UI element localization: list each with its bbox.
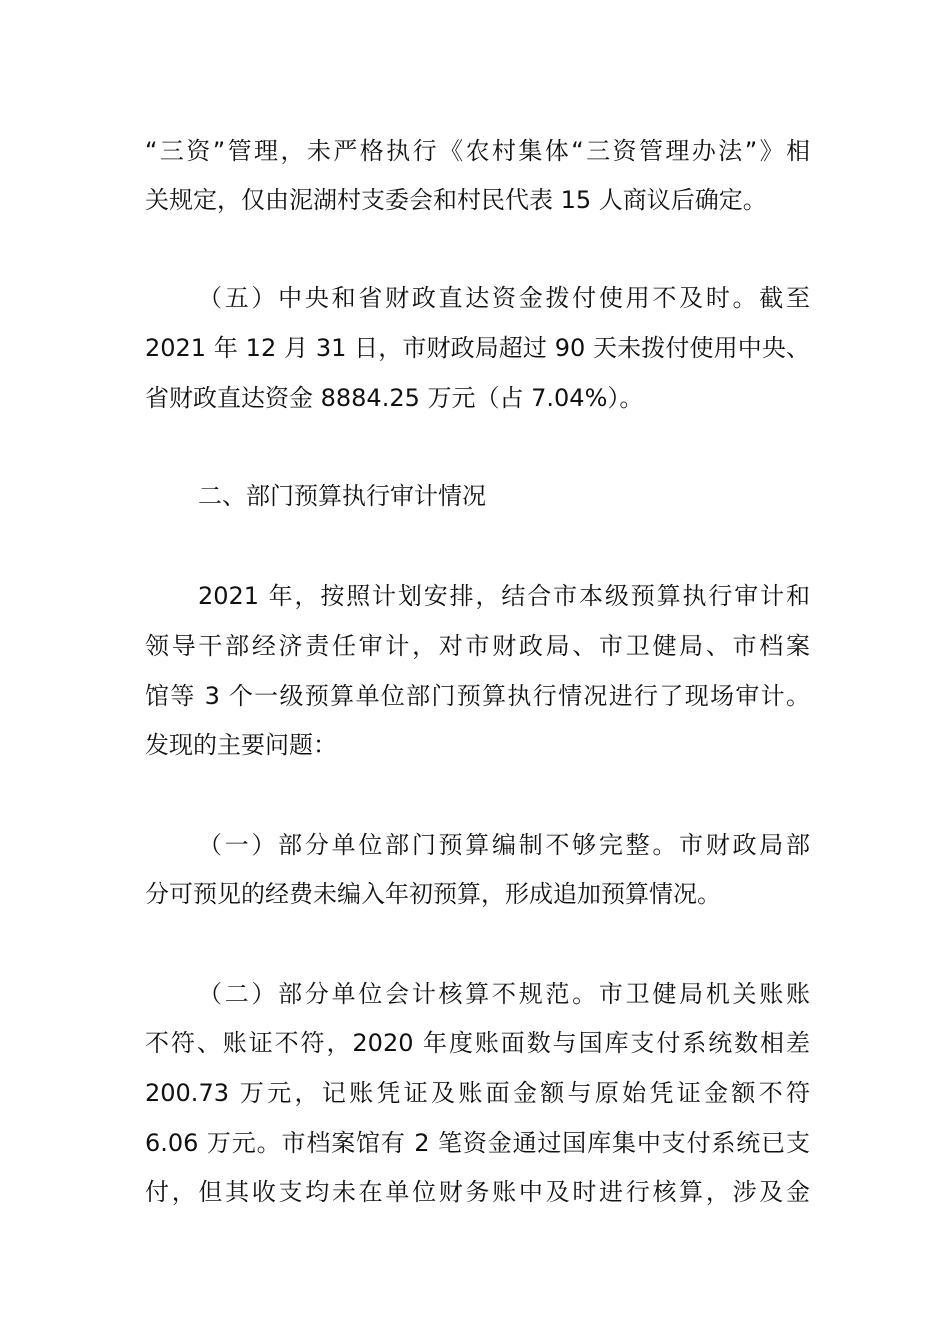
text-line: 6.06 万元。市档案馆有 2 笔资金通过国库集中支付系统已支	[145, 1129, 810, 1157]
text-line: “三资”管理，未严格执行《农村集体“三资管理办法”》相	[145, 137, 810, 165]
text-line: 关规定，仅由泥湖村支委会和村民代表 15 人商议后确定。	[145, 186, 767, 214]
section-heading: 二、部门预算执行审计情况	[198, 482, 486, 510]
text-line: 2021 年，按照计划安排，结合市本级预算执行审计和	[198, 582, 810, 610]
text-line: 馆等 3 个一级预算单位部门预算执行情况进行了现场审计。	[145, 682, 810, 710]
text-line: （一）部分单位部门预算编制不够完整。市财政局部	[198, 831, 810, 859]
text-line: 不符、账证不符，2020 年度账面数与国库支付系统数相差	[145, 1029, 810, 1057]
text-line: （五）中央和省财政直达资金拨付使用不及时。截至	[198, 284, 810, 312]
text-line: 付，但其收支均未在单位财务账中及时进行核算，涉及金	[145, 1178, 810, 1206]
text-line: 200.73 万元，记账凭证及账面金额与原始凭证金额不符	[145, 1079, 810, 1107]
text-line: 2021 年 12 月 31 日，市财政局超过 90 天未拨付使用中央、	[145, 334, 810, 362]
text-line: 发现的主要问题：	[145, 731, 337, 759]
text-line: 省财政直达资金 8884.25 万元（占 7.04%）。	[145, 384, 644, 412]
text-line: （二）部分单位会计核算不规范。市卫健局机关账账	[198, 980, 810, 1008]
text-line: 分可预见的经费未编入年初预算，形成追加预算情况。	[145, 880, 721, 908]
text-line: 领导干部经济责任审计，对市财政局、市卫健局、市档案	[145, 632, 810, 660]
